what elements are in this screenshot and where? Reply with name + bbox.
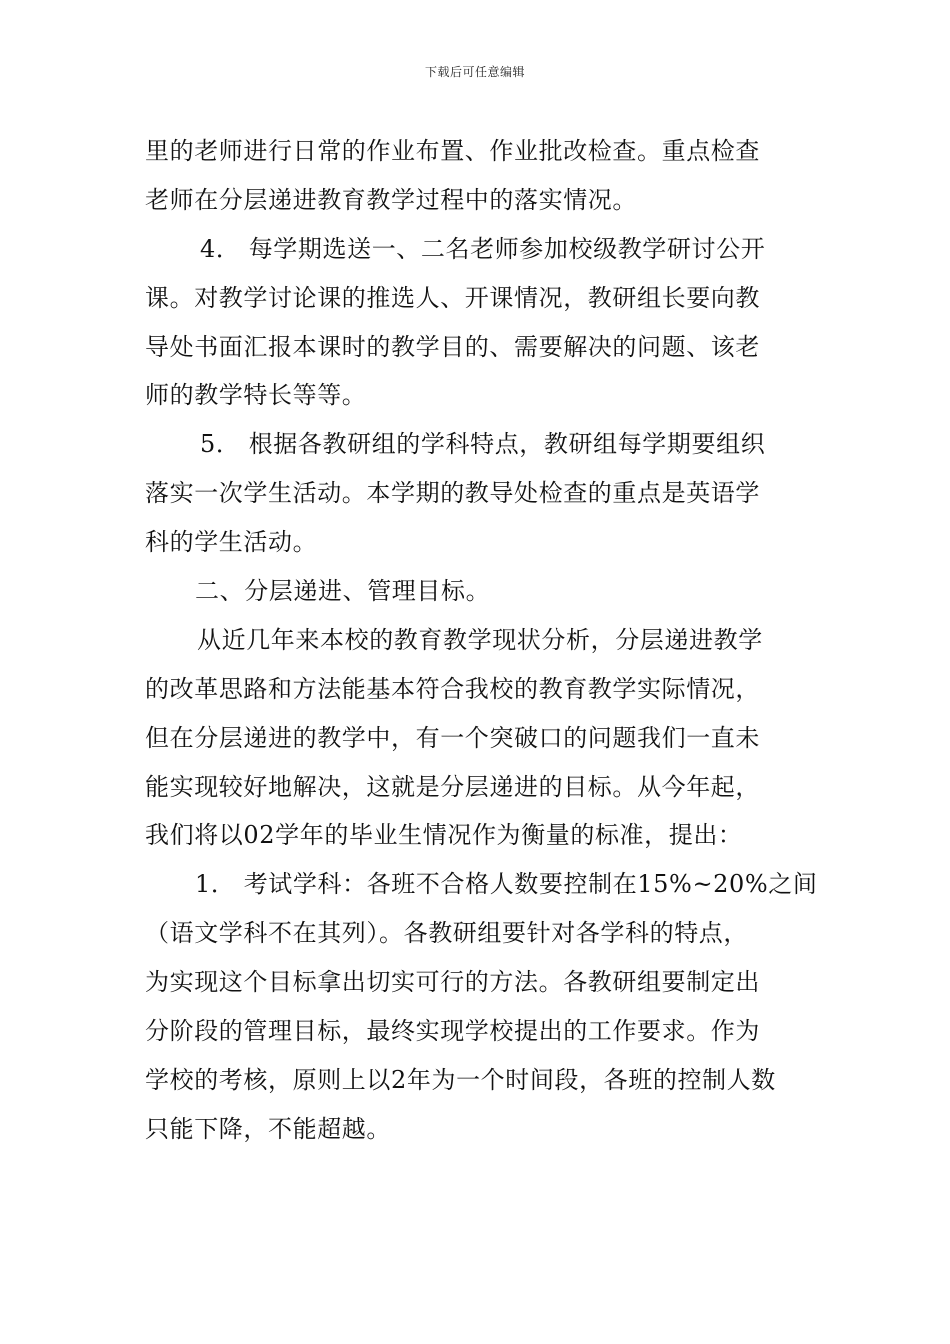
text-line: 为实现这个目标拿出切实可行的方法。各教研组要制定出 xyxy=(145,968,760,997)
text-line: 分阶段的管理目标，最终实现学校提出的工作要求。作为 xyxy=(145,1017,760,1046)
text-line: 落实一次学生活动。本学期的教导处检查的重点是英语学 xyxy=(145,479,760,508)
text-line: 里的老师进行日常的作业布置、作业批改检查。重点检查 xyxy=(145,137,760,165)
text-line: 我们将以02学年的毕业生情况作为衡量的标准，提出： xyxy=(145,821,743,850)
text-line: 学校的考核，原则上以2年为一个时间段，各班的控制人数 xyxy=(145,1065,776,1094)
page-header: 下载后可任意编辑 xyxy=(424,65,525,79)
text-line: 导处书面汇报本课时的教学目的、需要解决的问题、该老 xyxy=(145,332,760,361)
text-line: 但在分层递进的教学中，有一个突破口的问题我们一直未 xyxy=(145,723,760,752)
text-line: 只能下降，不能超越。 xyxy=(145,1114,391,1143)
text-line-paragraph-start: 从近几年来本校的教育教学现状分析，分层递进教学 xyxy=(197,625,763,654)
text-line: 师的教学特长等等。 xyxy=(145,381,367,410)
text-line-numbered-item: 5． 根据各教研组的学科特点，教研组每学期要组织 xyxy=(200,430,766,459)
text-line: （语文学科不在其列）。各教研组要针对各学科的特点， xyxy=(145,919,748,948)
text-line: 老师在分层递进教育教学过程中的落实情况。 xyxy=(145,185,637,214)
text-line: 能实现较好地解决，这就是分层递进的目标。从今年起， xyxy=(145,772,760,801)
text-line: 科的学生活动。 xyxy=(145,528,318,557)
text-line-numbered-item: 4． 每学期选送一、二名老师参加校级教学研讨公开 xyxy=(200,234,766,263)
text-line: 的改革思路和方法能基本符合我校的教育教学实际情况， xyxy=(145,674,760,703)
document-body xyxy=(145,129,818,1156)
text-line: 课。对教学讨论课的推选人、开课情况，教研组长要向教 xyxy=(145,283,760,312)
text-line-numbered-item: 1． 考试学科：各班不合格人数要控制在15%~20%之间 xyxy=(195,870,818,899)
section-heading: 二、分层递进、管理目标。 xyxy=(195,577,491,606)
